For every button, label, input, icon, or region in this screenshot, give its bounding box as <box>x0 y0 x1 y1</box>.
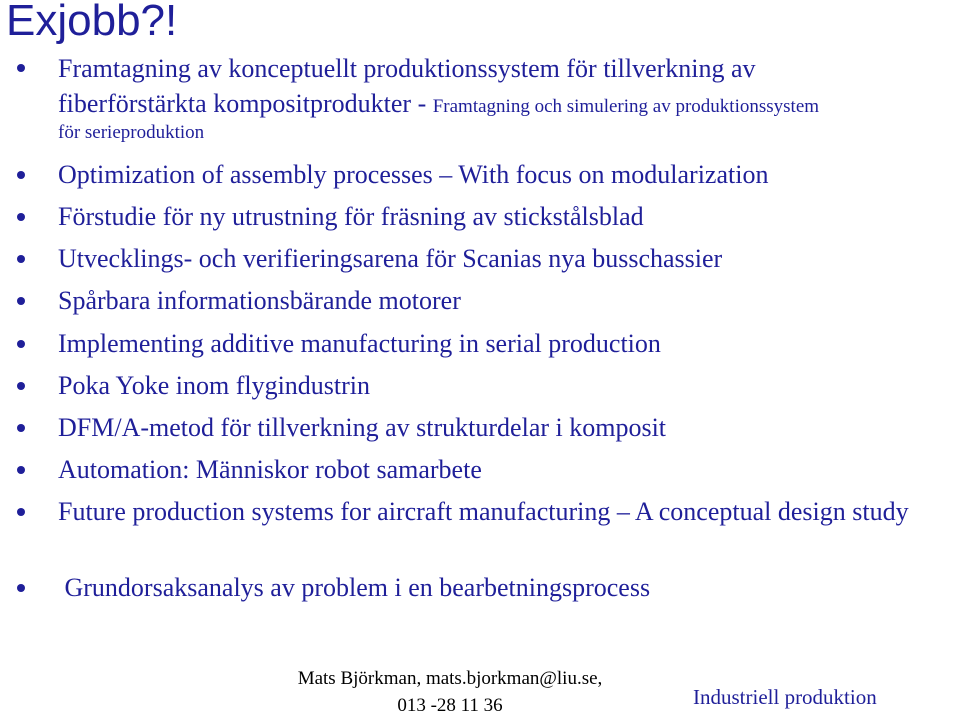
bullet-dot <box>17 171 25 179</box>
bullet-dot <box>17 64 25 72</box>
bullet-dot <box>17 424 25 432</box>
list-item-text <box>58 53 950 84</box>
list-item-line: fiberförstärkta kompositprodukter - <box>58 89 433 118</box>
list-item-text: Grundorsaksanalys av problem i en bearbetningsprocess <box>58 573 651 602</box>
footer-contact-email: Mats Björkman, mats.bjorkman@liu.se, <box>297 668 603 689</box>
bullet-dot <box>17 508 25 516</box>
list-item-text: Implementing additive manufacturing in serial production <box>58 329 661 358</box>
slide-title: Exjobb?! <box>6 0 178 45</box>
list-item-text: Future production systems for aircraft manufacturing – A conceptual design study <box>58 497 909 526</box>
list-item-line: Framtagning av konceptuellt produktionssystem för tillverkning av <box>58 54 756 83</box>
bullet-dot <box>17 340 25 348</box>
list-item-text: Förstudie för ny utrustning för fräsning av stickstålsblad <box>58 202 644 231</box>
list-item-text: Poka Yoke inom flygindustrin <box>58 371 371 400</box>
bullet-dot <box>17 297 25 305</box>
list-item-text: Spårbara informationsbärande motorer <box>58 286 461 315</box>
list-item-text: Optimization of assembly processes – With focus on modularization <box>58 160 769 189</box>
list-item-text: DFM/A-metod för tillverkning av strukturdelar i komposit <box>58 413 667 442</box>
bullet-dot <box>17 584 25 592</box>
bullet-dot <box>17 382 25 390</box>
list-item-subtext: för serieproduktion <box>58 122 205 143</box>
list-item-text <box>58 88 950 122</box>
footer-contact-phone: 013 -28 11 36 <box>397 695 503 716</box>
list-item-text: Automation: Människor robot samarbete <box>58 455 482 484</box>
bullet-dot <box>17 213 25 221</box>
list-item-subtext: Framtagning och simulering av produktionssystem <box>432 96 820 117</box>
bullet-dot <box>17 466 25 474</box>
footer-contact <box>280 665 620 719</box>
footer-brand: Industriell produktion <box>693 685 877 709</box>
bullet-dot <box>17 255 25 263</box>
list-item-text: Utvecklings- och verifieringsarena för Scanias nya busschassier <box>58 244 723 273</box>
